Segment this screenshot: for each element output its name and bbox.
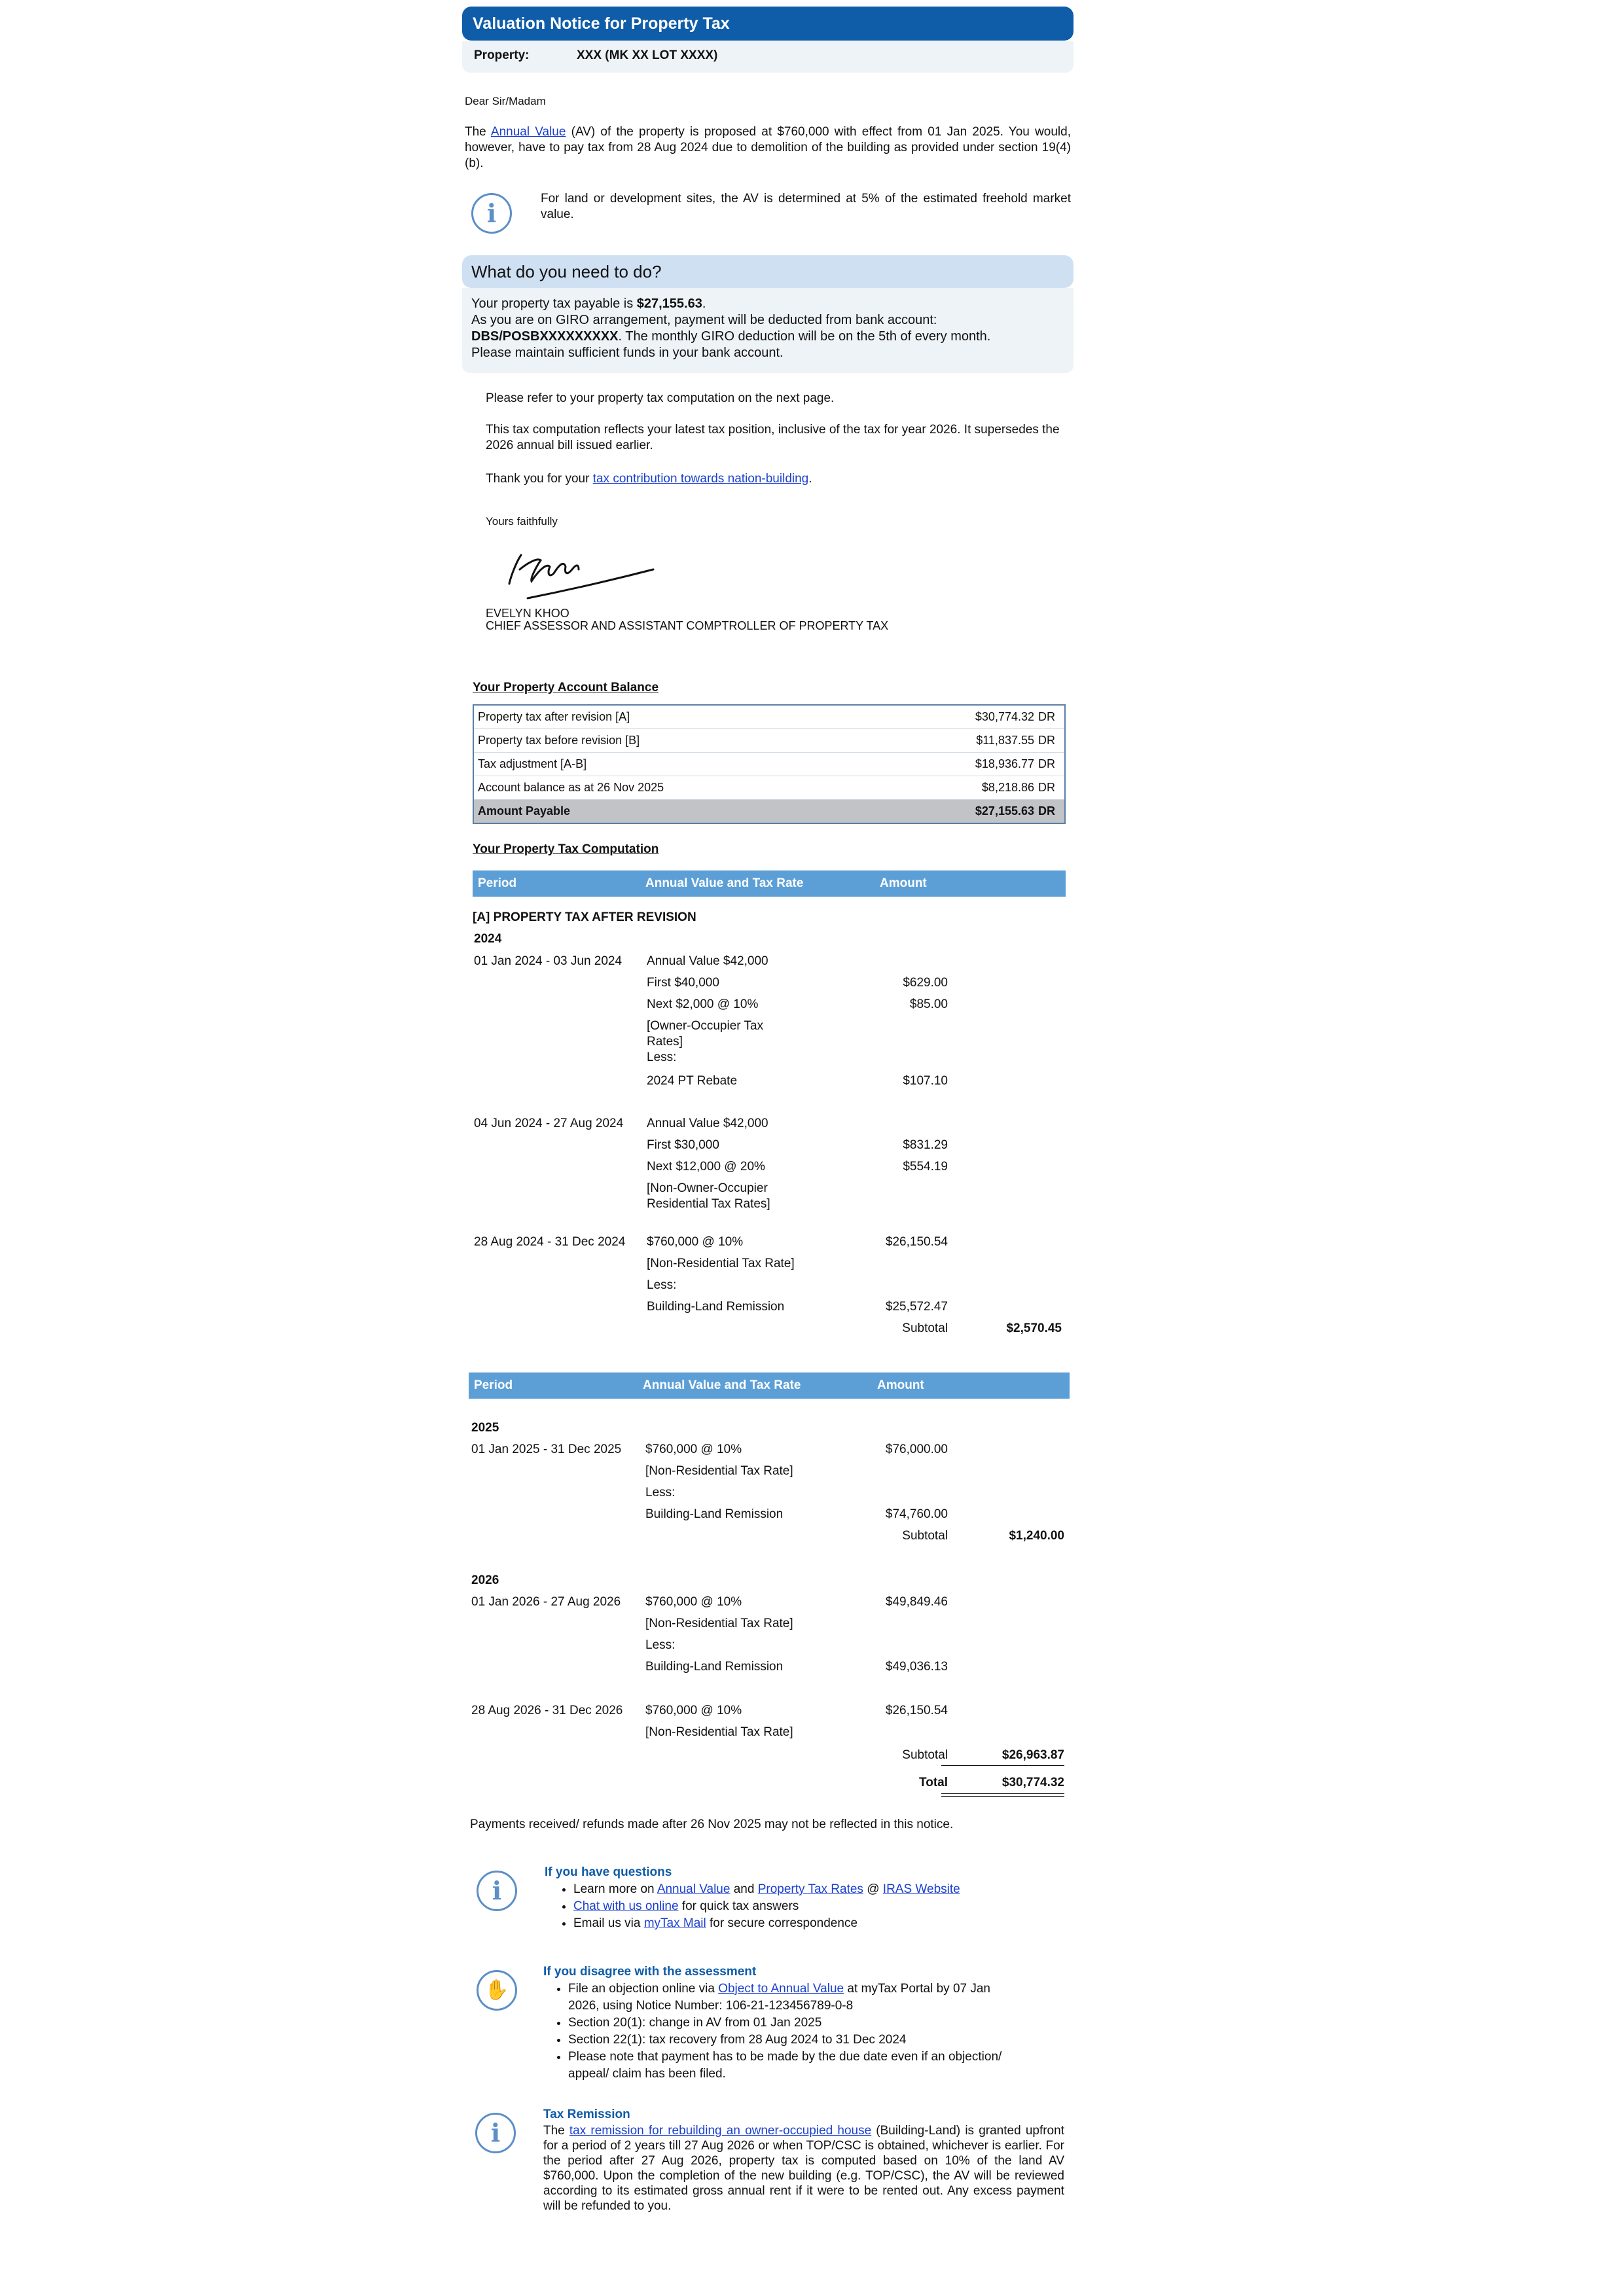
av-line: [Non-Residential Tax Rate]	[645, 1617, 793, 1630]
av-line: Less:	[647, 1278, 677, 1292]
av-line: Annual Value $42,000	[647, 954, 768, 968]
nation-building-link[interactable]: tax contribution towards nation-building	[592, 472, 809, 486]
av-line: Next $12,000 @ 20%	[647, 1160, 765, 1174]
av-line: $760,000 @ 10%	[645, 1443, 742, 1456]
av-line: Building-Land Remission	[645, 1660, 784, 1674]
tax-remission-link[interactable]: tax remission for rebuilding an owner-occupied house	[569, 2124, 872, 2138]
av-line: Less:	[647, 1050, 677, 1064]
balance-row	[473, 729, 1065, 753]
q3-post: for secure correspondence	[706, 1916, 858, 1930]
giro-line: As you are on GIRO arrangement, payment will be deducted from bank account:	[471, 313, 937, 327]
thanks-post: .	[808, 472, 812, 486]
q1-pre: Learn more on	[573, 1882, 657, 1896]
list-item	[573, 1881, 1084, 1898]
amount: $76,000.00	[885, 1443, 948, 1456]
list-item	[573, 1915, 1084, 1932]
amount-payable-value: $27,155.63	[899, 800, 1038, 824]
payable-post: .	[702, 296, 706, 311]
subtotal-label: Subtotal	[902, 1321, 948, 1335]
amount: $554.19	[903, 1160, 948, 1174]
subtotal-2026: $26,963.87	[1001, 1748, 1064, 1762]
giro-account-line	[471, 329, 1067, 345]
chat-online-link[interactable]: Chat with us online	[573, 1899, 679, 1913]
giro-rest: . The monthly GIRO deduction will be on the 5th of every month.	[618, 329, 991, 344]
period: 28 Aug 2026 - 31 Dec 2026	[471, 1704, 623, 1717]
av-line: $760,000 @ 10%	[647, 1235, 744, 1249]
av-line: Building-Land Remission	[645, 1507, 784, 1521]
balance-dr: DR	[1038, 753, 1065, 776]
property-tax-rates-link[interactable]: Property Tax Rates	[757, 1882, 863, 1896]
av-line: Next $2,000 @ 10%	[647, 997, 759, 1011]
av-line: $760,000 @ 10%	[645, 1595, 742, 1609]
col-amount: Amount	[877, 1378, 924, 1392]
subtotal-2025: $1,240.00	[1009, 1529, 1064, 1543]
list-item	[568, 1981, 1092, 2015]
period: 28 Aug 2024 - 31 Dec 2024	[474, 1235, 626, 1249]
property-value: XXX (MK XX LOT XXXX)	[577, 48, 718, 62]
d4b: appeal/ claim has been filed.	[568, 2067, 726, 2081]
remission-pre: The	[543, 2124, 569, 2138]
notice-title: Valuation Notice for Property Tax	[462, 7, 1074, 41]
balance-dr: DR	[1038, 776, 1065, 800]
amount: $25,572.47	[885, 1300, 948, 1314]
amount-payable-label: Amount Payable	[473, 800, 899, 824]
payable-pre: Your property tax payable is	[471, 296, 637, 311]
av-line: 2024 PT Rebate	[647, 1074, 738, 1088]
what-to-do-heading: What do you need to do?	[462, 255, 1074, 288]
disagree-title: If you disagree with the assessment	[543, 1965, 757, 1979]
payable-amount: $27,155.63	[636, 296, 702, 311]
total-amount: $30,774.32	[1001, 1776, 1064, 1789]
av-line: Rates]	[647, 1035, 683, 1049]
property-label: Property:	[474, 48, 530, 62]
av-line: Annual Value $42,000	[647, 1117, 768, 1130]
amount-payable-dr: DR	[1038, 800, 1065, 824]
payable-line	[471, 296, 1067, 312]
year-2025: 2025	[471, 1421, 499, 1435]
balance-amount: $18,936.77	[899, 753, 1038, 776]
disagree-list	[543, 1981, 1092, 2083]
info-icon: i	[475, 2113, 516, 2153]
questions-list	[549, 1881, 1084, 1932]
list-item	[568, 2049, 1092, 2083]
payments-note: Payments received/ refunds made after 26 Nov 2025 may not be reflected in this notice.	[470, 1818, 954, 1831]
questions-title: If you have questions	[545, 1865, 672, 1879]
av-line: [Owner-Occupier Tax	[647, 1019, 764, 1033]
col-av: Annual Value and Tax Rate	[645, 876, 804, 890]
iras-website-link[interactable]: IRAS Website	[882, 1882, 960, 1896]
giro-funds: Please maintain sufficient funds in your bank account.	[471, 346, 784, 360]
list-item: • Section 22(1): tax recovery from 28 Aug 2024 to 31 Dec 2024	[568, 2032, 1092, 2049]
av-line: [Non-Residential Tax Rate]	[645, 1725, 793, 1739]
salutation: Dear Sir/Madam	[465, 95, 546, 107]
amount: $26,150.54	[885, 1704, 948, 1717]
info-note: For land or development sites, the AV is determined at 5% of the estimated freehold market value.	[541, 192, 1071, 221]
balance-label: Property tax before revision [B]	[473, 729, 899, 753]
info-icon: i	[477, 1871, 517, 1911]
subtotal-label: Subtotal	[902, 1529, 948, 1543]
balance-amount: $11,837.55	[899, 729, 1038, 753]
intro-text-pre: The	[465, 125, 491, 139]
amount: $107.10	[903, 1074, 948, 1088]
total-label: Total	[919, 1776, 948, 1789]
q3-pre: Email us via	[573, 1916, 644, 1930]
col-av: Annual Value and Tax Rate	[643, 1378, 801, 1392]
balance-row	[473, 753, 1065, 776]
signer-name: EVELYN KHOO	[486, 607, 569, 620]
av-line: Building-Land Remission	[647, 1300, 785, 1314]
period: 04 Jun 2024 - 27 Aug 2024	[474, 1117, 624, 1130]
av-line: Less:	[645, 1638, 676, 1652]
balance-title: Your Property Account Balance	[473, 681, 659, 694]
balance-dr: DR	[1038, 729, 1065, 753]
section-a-heading: [A] PROPERTY TAX AFTER REVISION	[473, 910, 696, 924]
q1-and: and	[730, 1882, 758, 1896]
computation-title: Your Property Tax Computation	[473, 842, 659, 856]
closing: Yours faithfully	[486, 515, 558, 528]
thanks-text	[486, 471, 812, 487]
q1-at: @	[863, 1882, 883, 1896]
amount: $74,760.00	[885, 1507, 948, 1521]
av-line: [Non-Residential Tax Rate]	[645, 1464, 793, 1478]
amount: $49,849.46	[885, 1595, 948, 1609]
property-bar	[462, 41, 1074, 73]
total-double-rule	[941, 1793, 1064, 1797]
computation-header-2	[469, 1372, 1070, 1399]
amount: $629.00	[903, 976, 948, 990]
av-line: $760,000 @ 10%	[645, 1704, 742, 1717]
intro-text-post: (AV) of the property is proposed at $760,000 with effect from 01 Jan 2025. You would, however, have to pay tax from 28 Aug 2024 due to demolition of the building as provided under section 19(4)(b).	[465, 125, 1071, 170]
col-period: Period	[474, 1378, 513, 1392]
signer-title: CHIEF ASSESSOR AND ASSISTANT COMPTROLLER OF PROPERTY TAX	[486, 619, 889, 632]
period: 01 Jan 2025 - 31 Dec 2025	[471, 1443, 622, 1456]
d1-pre: File an objection online via	[568, 1982, 719, 1996]
annual-value-link[interactable]: Annual Value	[657, 1882, 731, 1896]
total-rule	[941, 1765, 1064, 1766]
subtotal-2024: $2,570.45	[1006, 1321, 1062, 1335]
hand-icon: ✋	[477, 1970, 517, 2011]
balance-dr: DR	[1038, 705, 1065, 729]
remission-text	[543, 2123, 1064, 2214]
av-line: First $30,000	[647, 1138, 719, 1152]
what-to-do-panel	[462, 288, 1074, 373]
av-line: Residential Tax Rates]	[647, 1197, 770, 1211]
period: 01 Jan 2026 - 27 Aug 2026	[471, 1595, 621, 1609]
giro-account: DBS/POSBXXXXXXXXX	[471, 329, 619, 344]
amount: $49,036.13	[885, 1660, 948, 1674]
col-amount: Amount	[880, 876, 927, 890]
d1-post2: 2026, using Notice Number: 106-21-123456789-0-8	[568, 1999, 854, 2013]
period: 01 Jan 2024 - 03 Jun 2024	[474, 954, 623, 968]
balance-total-row	[473, 800, 1065, 824]
thanks-pre: Thank you for your	[486, 472, 593, 486]
av-line: Less:	[645, 1486, 676, 1499]
refer-text: Please refer to your property tax computation on the next page.	[486, 391, 835, 405]
av-line: [Non-Owner-Occupier	[647, 1181, 768, 1195]
year-2024: 2024	[474, 932, 502, 946]
amount: $85.00	[909, 997, 948, 1011]
list-item: • Section 20(1): change in AV from 01 Jan 2025	[568, 2015, 1092, 2032]
signature-image	[501, 543, 672, 602]
balance-label: Tax adjustment [A-B]	[473, 753, 899, 776]
d1-post1: at myTax Portal by 07 Jan	[844, 1982, 990, 1996]
computation-header	[473, 870, 1066, 897]
balance-amount: $30,774.32	[899, 705, 1038, 729]
intro-paragraph	[465, 124, 1071, 171]
col-period: Period	[478, 876, 517, 890]
balance-label: Property tax after revision [A]	[473, 705, 899, 729]
av-line: [Non-Residential Tax Rate]	[647, 1257, 795, 1270]
object-av-link[interactable]: Object to Annual Value	[718, 1982, 844, 1996]
info-icon: i	[471, 193, 512, 234]
balance-row	[473, 705, 1065, 729]
remission-post: (Building-Land) is granted upfront for a period of 2 years till 27 Aug 2026 or when TOP/CSC is obtained, whichever is earlier. For the period after 27 Aug 2026, property tax is computed based on 10% of the land AV $760,000. Upon the completion of the new building (e.g. TOP/CSC), the AV will be reviewed according to its estimated gross annual rent if it were to be rented out. Any excess payment will be refunded to you.	[543, 2124, 1064, 2213]
amount: $831.29	[903, 1138, 948, 1152]
balance-amount: $8,218.86	[899, 776, 1038, 800]
q2-post: for quick tax answers	[678, 1899, 799, 1913]
annual-value-link[interactable]: Annual Value	[490, 125, 566, 139]
balance-row	[473, 776, 1065, 800]
d4a: Please note that payment has to be made by the due date even if an objection/	[568, 2050, 1002, 2064]
subtotal-label: Subtotal	[902, 1748, 948, 1762]
signer-block	[486, 607, 888, 632]
balance-table	[473, 704, 1066, 824]
balance-label: Account balance as at 26 Nov 2025	[473, 776, 899, 800]
year-2026: 2026	[471, 1573, 499, 1587]
remission-title: Tax Remission	[543, 2108, 630, 2121]
payment-instructions	[471, 296, 1067, 361]
amount: $26,150.54	[885, 1235, 948, 1249]
list-item	[573, 1898, 1084, 1915]
av-line: First $40,000	[647, 976, 719, 990]
mytax-mail-link[interactable]: myTax Mail	[643, 1916, 706, 1930]
supersede-text: This tax computation reflects your latest tax position, inclusive of the tax for year 2026. It supersedes the 2026 annual bill issued earlier.	[486, 423, 1060, 452]
